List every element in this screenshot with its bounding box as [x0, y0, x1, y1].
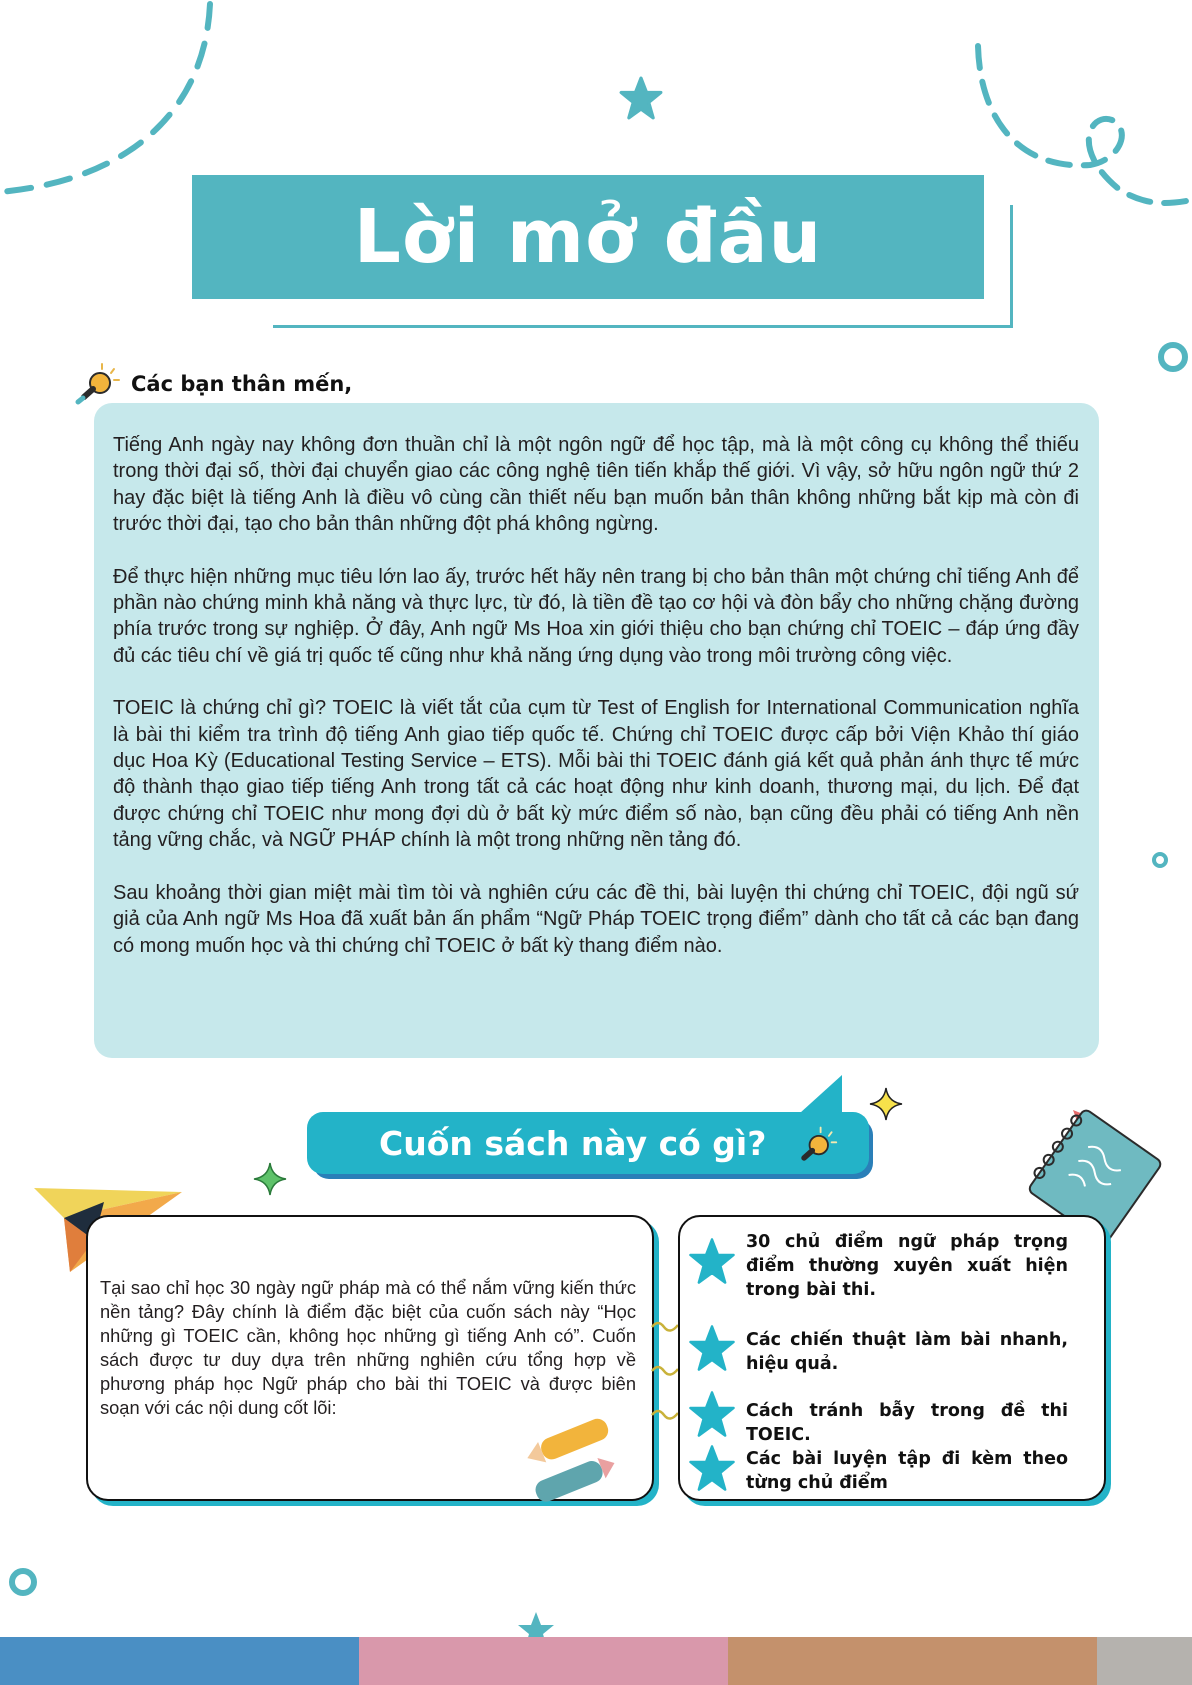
footer-bar-brown [728, 1637, 1097, 1685]
footer-bar-gray [1097, 1637, 1192, 1685]
greeting: Các bạn thân mến, [131, 372, 353, 396]
bulb-icon [72, 362, 122, 406]
feature-item: Cách tránh bẫy trong đề thi TOEIC. [746, 1401, 1068, 1445]
intro-paragraph: Để thực hiện những mục tiêu lớn lao ấy, trước hết hãy nên trang bị cho bản thân một chứng chỉ tiếng Anh để phần nào chứng minh khả năng và thực lực, từ đó, là tiền đề tạo cơ hội và đòn bẩy cho những chặng đường phía trước trong sự nghiệp. Ở đây, Anh ngữ Ms Hoa xin giới thiệu cho bạn chứng chỉ TOEIC – đáp ứng đầy đủ các tiêu chí về giá trị quốc tế cũng như khả năng ứng dụng vào trong môi trường công việc. [113, 565, 1079, 667]
section-title: Cuốn sách này có gì? [379, 1123, 767, 1163]
intro-text [113, 432, 1079, 985]
section-heading [307, 1112, 869, 1174]
star-icon [688, 1237, 736, 1285]
section-description: Tại sao chỉ học 30 ngày ngữ pháp mà có thể nắm vững kiến thức nền tảng? Đây chính là điểm đặc biệt của cuốn sách này “Học những gì TOEIC cần, không học những gì tiếng Anh có”. Cuốn sách được tư duy dựa trên những nghiên cứu tổng hợp về phương pháp học Ngữ pháp cho bài thi TOEIC và được biên soạn với các nội dung cốt lõi: [100, 1277, 636, 1418]
bulb-icon [793, 1125, 839, 1167]
footer-bar-pink [359, 1637, 728, 1685]
intro-paragraph: TOEIC là chứng chỉ gì? TOEIC là viết tắt của cụm từ Test of English for International Communication nghĩa là bài thi kiểm tra trình độ tiếng Anh giao tiếp quốc tế. Chứng chỉ TOEIC được cấp bởi Viện Khảo thí giáo dục Hoa Kỳ (Educational Testing Service – ETS). Mỗi bài thi TOEIC đánh giá kết quả phản ánh thực tế mức độ thành thạo giao tiếp tiếng Anh trong tất cả các hoạt động như kinh doanh, thương mại, du lịch. Để đạt được chứng chỉ TOEIC như mong đợi dù ở bất kỳ mức điểm số nào, bạn cũng đều phải có tiếng Anh nền tảng vững chắc, và NGỮ PHÁP chính là một trong những nền tảng đó. [113, 697, 1079, 852]
sparkle-icon [252, 1161, 288, 1197]
heading-tab [800, 1075, 842, 1113]
ring-icon [1156, 340, 1190, 374]
sparkle-icon [868, 1086, 904, 1122]
star-icon [688, 1444, 736, 1492]
dashed-curve-right [960, 40, 1192, 220]
ring-icon [1150, 850, 1170, 870]
star-icon [688, 1390, 736, 1438]
feature-item: Các bài luyện tập đi kèm theo từng chủ điểm [746, 1449, 1068, 1493]
connector-lines [650, 1315, 680, 1425]
page-title: Lời mở đầu [353, 194, 823, 280]
ring-icon [6, 1565, 40, 1599]
pencil-icon [520, 1410, 630, 1510]
footer-bar-blue [0, 1637, 359, 1685]
star-icon [688, 1324, 736, 1372]
intro-paragraph: Sau khoảng thời gian miệt mài tìm tòi và nghiên cứu các đề thi, bài luyện thi chứng chỉ TOEIC, đội ngũ sứ giả của Anh ngữ Ms Hoa đã xuất bản ấn phẩm “Ngữ Pháp TOEIC trọng điểm” dành cho tất cả các bạn đang có mong muốn học và thi chứng chỉ TOEIC ở bất kỳ thang điểm nào. [113, 881, 1079, 957]
title-banner [192, 175, 984, 299]
feature-item: 30 chủ điểm ngữ pháp trọng điểm thường xuyên xuất hiện trong bài thi. [746, 1232, 1068, 1300]
intro-paragraph: Tiếng Anh ngày nay không đơn thuần chỉ là một ngôn ngữ để học tập, mà là một công cụ không thể thiếu trong thời đại số, thời đại chuyển giao các công nghệ tiên tiến khắp thế giới. Vì vậy, sở hữu ngôn ngữ thứ 2 hay đặc biệt là tiếng Anh là điều vô cùng cần thiết nếu bạn muốn bản thân không những bắt kịp mà còn đi trước thời đại, tạo cho bản thân những đột phá không ngừng. [113, 434, 1079, 536]
star-icon [619, 76, 663, 120]
feature-item: Các chiến thuật làm bài nhanh, hiệu quả. [746, 1330, 1068, 1374]
